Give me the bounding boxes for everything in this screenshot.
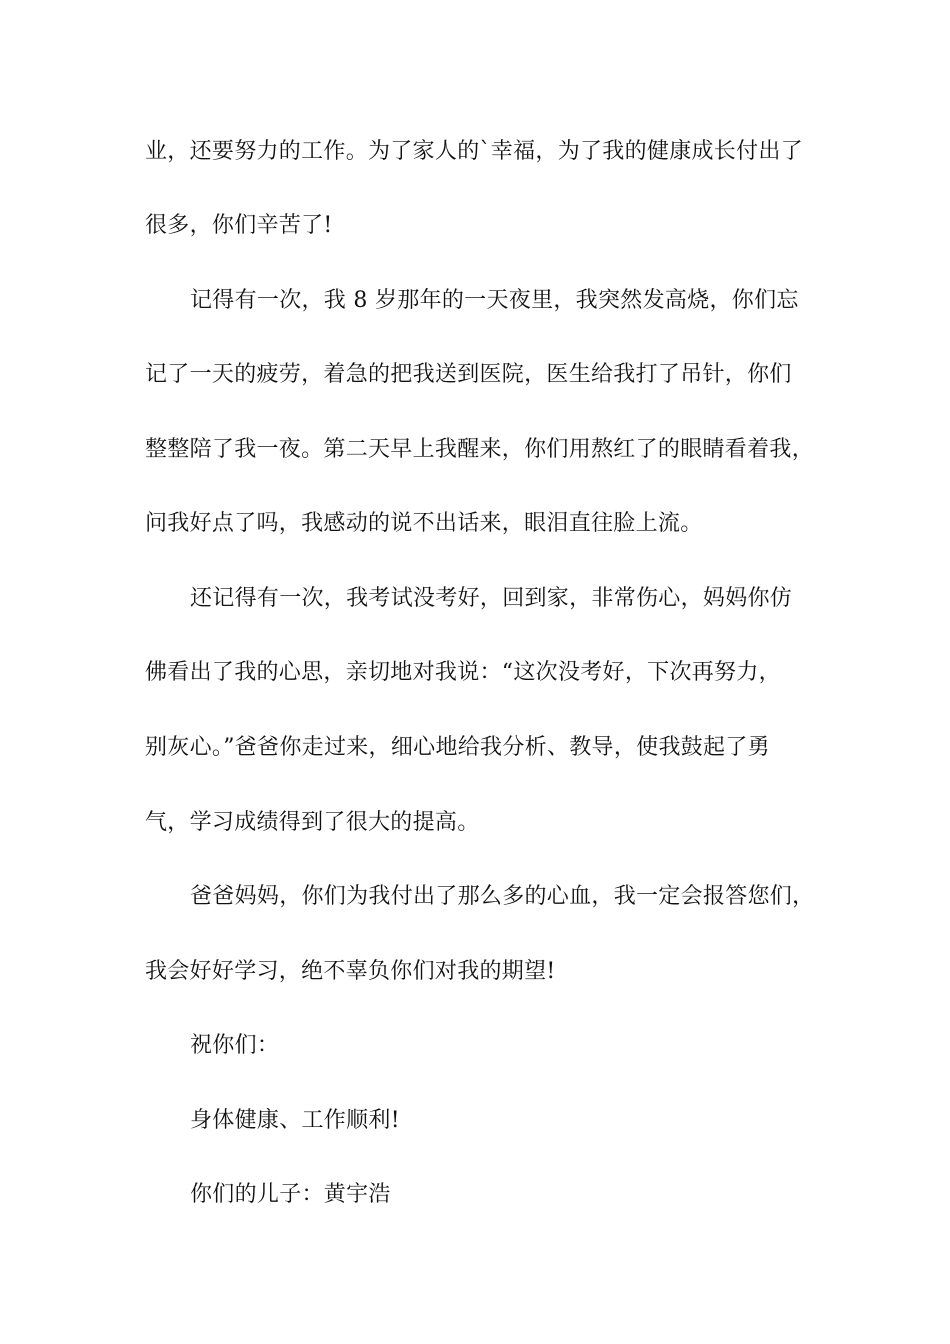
text-line-5: 整整陪了我一夜。第二天早上我醒来，你们用熬红了的眼睛看着我， xyxy=(145,437,815,462)
signature-line: 你们的儿子：黄宇浩 xyxy=(190,1182,391,1207)
text-line-3: 记得有一次，我 8 岁那年的一天夜里，我突然发高烧，你们忘 xyxy=(190,288,799,313)
text-line-11: 爸爸妈妈，你们为我付出了那么多的心血，我一定会报答您们， xyxy=(190,884,815,909)
text-line-8: 佛看出了我的心思，亲切地对我说：“这次没考好，下次再努力， xyxy=(145,660,781,685)
text-line-12: 我会好好学习，绝不辜负你们对我的期望! xyxy=(145,959,556,984)
wish-line: 身体健康、工作顺利! xyxy=(190,1108,400,1133)
text-line-6: 问我好点了吗，我感动的说不出话来，眼泪直往脸上流。 xyxy=(145,511,703,536)
text-line-4: 记了一天的疲劳，着急的把我送到医院，医生给我打了吊针，你们 xyxy=(145,362,792,387)
text-line-9: 别灰心。”爸爸你走过来，细心地给我分析、教导，使我鼓起了勇 xyxy=(145,735,770,760)
text-line-7: 还记得有一次，我考试没考好，回到家，非常伤心，妈妈你仿 xyxy=(190,586,793,611)
greeting-line: 祝你们： xyxy=(190,1033,280,1058)
text-line-1: 业，还要努力的工作。为了家人的`幸福，为了我的健康成长付出了 xyxy=(145,139,804,164)
text-line-2: 很多，你们辛苦了! xyxy=(145,213,333,238)
text-line-10: 气，学习成绩得到了很大的提高。 xyxy=(145,810,480,835)
